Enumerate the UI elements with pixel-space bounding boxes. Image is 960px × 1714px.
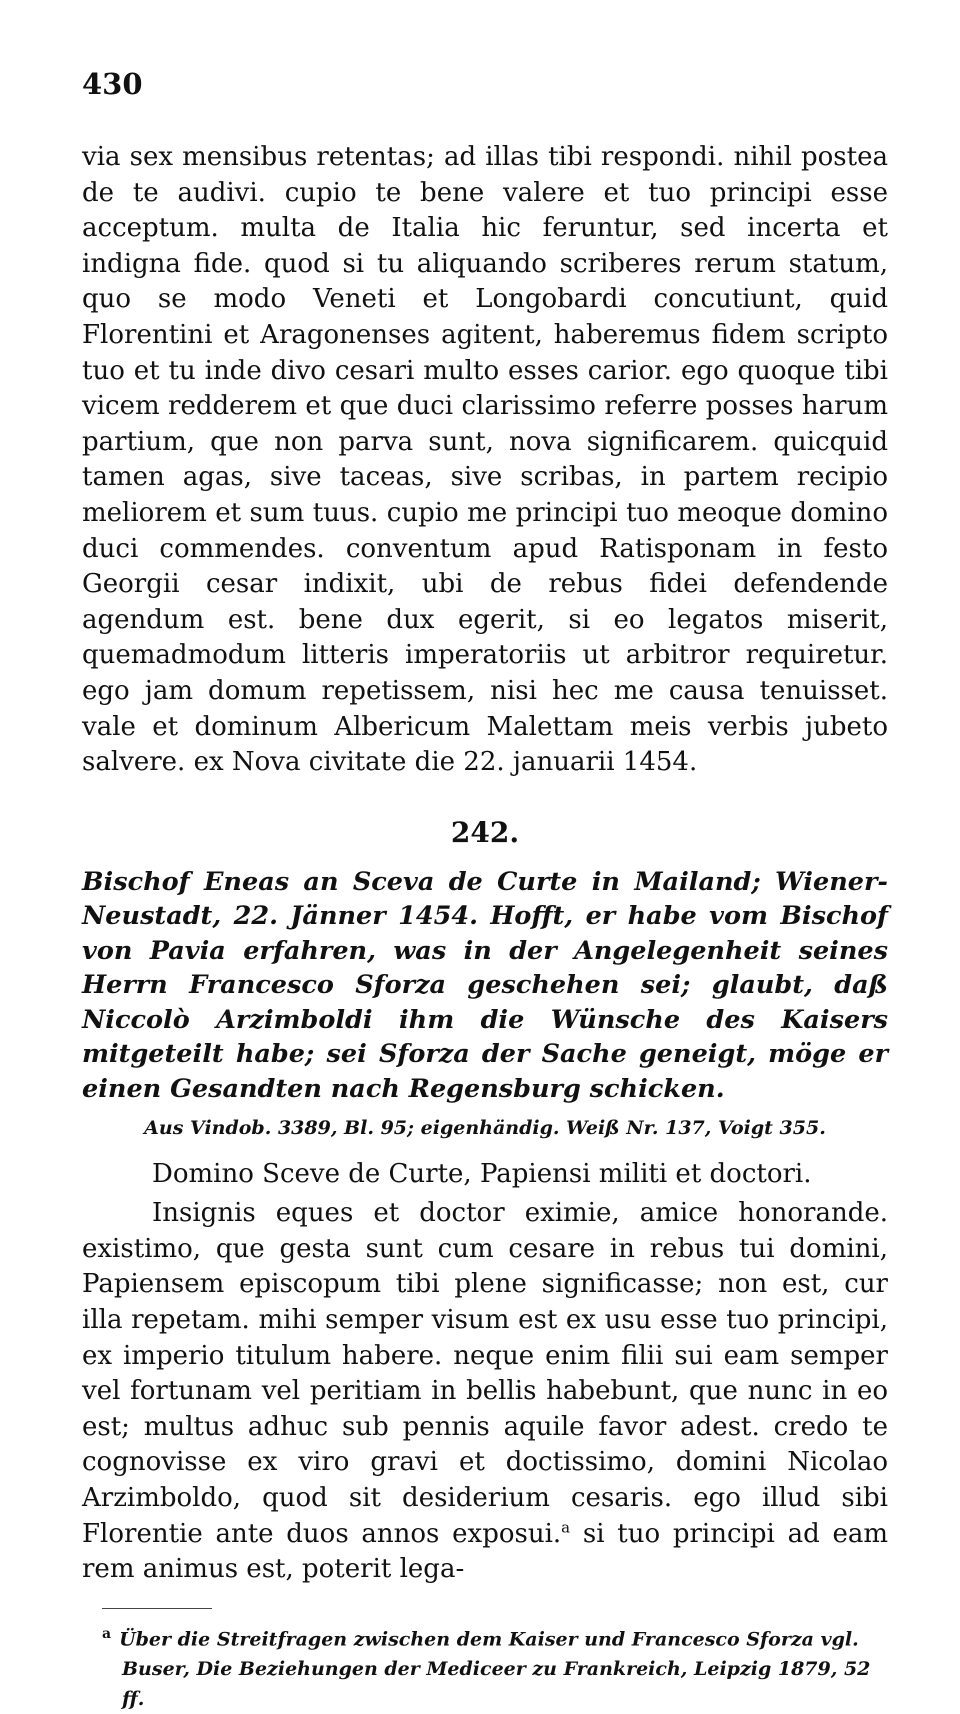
page-number: 430 [82,67,143,101]
footnote-reference[interactable]: a [561,1517,571,1536]
footnote-text: Über die Streitfragen zwischen dem Kaiser und Francesco Sforza vgl. Buser, Die Beziehungen der Mediceer zu Frankreich, Leipzig 1879, 52 ff. [119,1628,871,1711]
footnote-mark: a [102,1625,112,1642]
document-page [82,68,888,1714]
source-reference: Aus Vindob. 3389, Bl. 95; eigenhändig. Weiß Nr. 137, Voigt 355. [144,1117,826,1140]
letter-text: Insignis eques et doctor eximie, amice honorande. existimo, que gesta sunt cum cesare in rebus tui domini, Papiensem episcopum tibi plene significasse; non est, cur illa repetam. mihi semper visum est ex usu esse tuo principi, ex imperio titulum habere. neque enim filii sui eam semper vel fortunam vel peritiam in bellis habebunt, que nunc in eo est; multus adhuc sub pennis aquile favor adest. credo te cognovisse ex viro gravi et doctissimo, domini Nicolao Arzimboldo, quod sit desiderium cesaris. ego illud sibi Florentie ante duos annos exposui. [82,1198,888,1549]
footnote [82,1619,888,1714]
letter-body [82,1196,888,1588]
footnote-divider [102,1608,212,1609]
document-summary: Bischof Eneas an Sceva de Curte in Mailand; Wiener-Neustadt, 22. Jänner 1454. Hofft, er habe vom Bischof von Pavia erfahren, was in der Angelegenheit seines Herrn Francesco Sforza geschehen sei; glaubt, daß Niccolò Arzimboldi ihm die Wünsche des Kaisers mitgeteilt habe; sei Sforza der Sache geneigt, möge er einen Gesandten nach Regensburg schicken. [82,866,888,1104]
document-number: 242. [450,815,520,849]
letter-text-continued: si tuo principi ad eam rem animus est, poterit lega- [82,1518,889,1585]
continued-letter-text: via sex mensibus retentas; ad illas tibi respondi. nihil postea de te audivi. cupio te bene valere et tuo principi esse acceptum. multa de Italia hic feruntur, sed incerta et indigna fide. quod si tu aliquando scriberes rerum statum, quo se modo Veneti et Longobardi concutiunt, quid Florentini et Aragonenses agitent, haberemus fidem scripto tuo et tu inde divo cesari multo esses carior. ego quoque tibi vicem redderem et que duci clarissimo referre posses harum partium, que non parva sunt, nova significarem. quicquid tamen agas, sive taceas, sive scribas, in partem recipio meliorem et sum tuus. cupio me principi tuo meoque domino duci commendes. conventum apud Ratisponam in festo Georgii cesar indixit, ubi de rebus fidei defendende agendum est. bene dux egerit, si eo legatos miserit, quemadmodum litteris imperatoriis ut arbitror requiretur. ego jam domum repetissem, nisi hec me causa tenuisset. vale et dominum Albericum Malettam meis verbis jubeto salvere. ex Nova civitate die 22. januarii 1454. [82,142,888,778]
letter-address: Domino Sceve de Curte, Papiensi militi et doctori. [152,1159,812,1190]
